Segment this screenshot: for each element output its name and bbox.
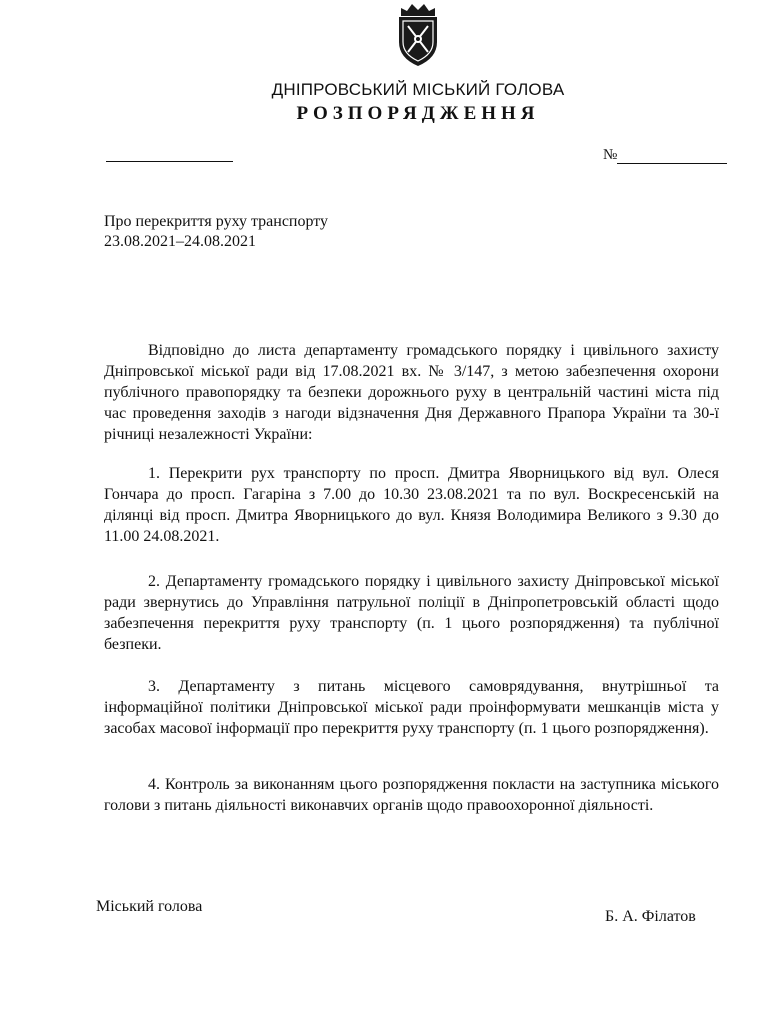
preamble-text: Відповідно до листа департаменту громадського порядку і цивільного захисту Дніпровської міської ради від 17.08.2021 вх. № 3/147, з метою забезпечення охорони публічного правопорядку та безпеки дорожнього руху в центральній частині міста під час проведення заходів з нагоди відзначення Дня Державного Прапора України та 30-ї річниці незалежності України: (104, 342, 719, 443)
number-blank-line (617, 149, 727, 164)
signatory-name: Б. А. Філатов (605, 908, 696, 925)
order-item-2 (104, 571, 719, 655)
document-type-title: РОЗПОРЯДЖЕННЯ (296, 103, 540, 124)
issuing-authority: ДНІПРОВСЬКИЙ МІСЬКИЙ ГОЛОВА (271, 80, 565, 99)
order-item-3 (104, 676, 719, 739)
order-item-1 (104, 463, 719, 547)
subject-line-2: 23.08.2021–24.08.2021 (104, 233, 256, 250)
preamble-paragraph (104, 340, 719, 445)
document-subject (104, 212, 328, 252)
number-sign: № (603, 147, 618, 163)
order-item-text: 1. Перекрити рух транспорту по просп. Дмитра Яворницького від вул. Олеся Гончара до просп. Гагаріна з 7.00 до 10.30 23.08.2021 та по вул. Воскресенській на ділянці від просп. Дмитра Яворницького до вул. Князя Володимира Великого з 9.30 до 11.00 24.08.2021. (104, 465, 719, 545)
order-item-text: 4. Контроль за виконанням цього розпорядження покласти на заступника міського голови з питань діяльності виконавчих органів щодо правоохоронної діяльності. (104, 776, 719, 814)
subject-line-1: Про перекриття руху транспорту (104, 213, 329, 230)
order-item-text: 3. Департаменту з питань місцевого самоврядування, внутрішньої та інформаційної політики Дніпровської міської ради проінформувати мешканців міста у засобах масової інформації про перекриття руху транспорту (п. 1 цього розпорядження). (104, 678, 719, 737)
order-item-4 (104, 774, 719, 816)
date-blank-line (106, 147, 233, 162)
city-coat-of-arms-icon (393, 2, 443, 68)
document-number-field (603, 147, 727, 164)
order-item-text: 2. Департаменту громадського порядку і цивільного захисту Дніпровської міської ради звернутись до Управління патрульної поліції в Дніпропетровській області щодо забезпечення перекриття руху транспорту (п. 1 цього розпорядження) та публічної безпеки. (104, 573, 719, 653)
signatory-position: Міський голова (96, 898, 203, 915)
